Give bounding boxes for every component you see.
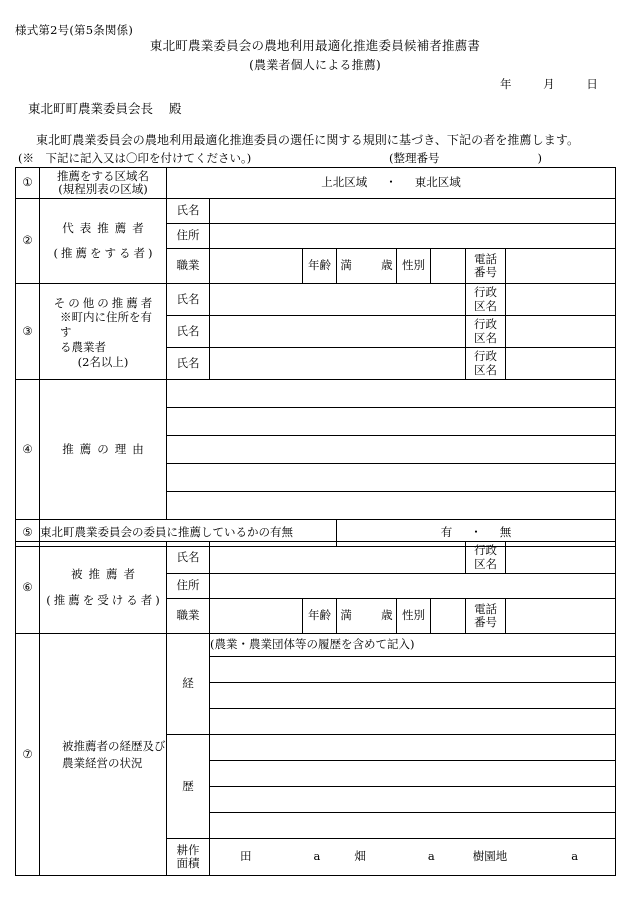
section2-age-suffix: 歳 bbox=[381, 258, 393, 273]
table-row-nominee-name bbox=[16, 542, 616, 574]
section4-input-line-4[interactable] bbox=[167, 464, 616, 492]
section7-career-note: (農業・農業団体等の履歴を含めて記入) bbox=[210, 634, 616, 657]
section6-gender-label: 性別 bbox=[397, 599, 431, 634]
section7-label bbox=[40, 634, 167, 876]
section3-name-input-3[interactable] bbox=[210, 348, 466, 380]
reference-number-close: ) bbox=[537, 151, 542, 165]
section1-index: ① bbox=[16, 168, 40, 199]
section2-label-line1: 代表推薦者 bbox=[62, 220, 150, 235]
reference-number bbox=[389, 150, 542, 166]
section3-label-line1: その他の推薦者 bbox=[53, 295, 156, 310]
section2-occupation-input[interactable] bbox=[210, 249, 303, 284]
table-row-career-note bbox=[16, 634, 616, 657]
section6-age-input[interactable] bbox=[337, 599, 397, 634]
page-title: 東北町農業委員会の農地利用最適化推進委員候補者推薦書 bbox=[149, 38, 481, 53]
section5-index: ⑤ bbox=[16, 520, 40, 547]
section5-option-yes[interactable]: 有 bbox=[440, 525, 453, 540]
section3-district-label-2-line1: 行政 bbox=[474, 317, 497, 332]
section7-career-input-7[interactable] bbox=[210, 813, 616, 839]
addressee-name: 東北町町農業委員会長 bbox=[28, 101, 154, 116]
section3-name-label-2: 氏名 bbox=[167, 316, 210, 348]
section2-occupation-label: 職業 bbox=[167, 249, 210, 284]
section7-career-label-line2: 歴 bbox=[182, 778, 194, 793]
section2-age-label: 年齢 bbox=[303, 249, 337, 284]
section7-career-label-upper bbox=[167, 634, 210, 735]
section2-address-label: 住所 bbox=[167, 224, 210, 249]
section6-label bbox=[40, 542, 167, 634]
section2-index: ② bbox=[16, 199, 40, 284]
section7-career-input-2[interactable] bbox=[210, 683, 616, 709]
section7-label-line1: 被推薦者の経歴及び bbox=[62, 738, 166, 753]
acreage-field2-label: 畑 bbox=[354, 849, 366, 864]
section3-district-label-1-line1: 行政 bbox=[474, 285, 497, 300]
intro-text: 東北町農業委員会の農地利用最適化推進委員の選任に関する規則に基づき、下記の者を推薦します。 bbox=[36, 133, 580, 147]
form-number: 様式第2号(第5条関係) bbox=[15, 23, 134, 37]
page-subtitle: (農業者個人による推薦) bbox=[249, 58, 381, 72]
date-day-label: 日 bbox=[586, 77, 598, 91]
section2-gender-label: 性別 bbox=[397, 249, 431, 284]
section1-label-line1: 推薦をする区域名 bbox=[57, 168, 149, 183]
section7-career-label-line1: 経 bbox=[182, 676, 194, 691]
section6-label-line1: 被推薦者 bbox=[71, 567, 141, 582]
section6-occupation-label: 職業 bbox=[167, 599, 210, 634]
section6-phone-input[interactable] bbox=[506, 599, 616, 634]
section3-name-label-1: 氏名 bbox=[167, 284, 210, 316]
section2-age-prefix: 満 bbox=[340, 258, 352, 273]
section2-phone-input[interactable] bbox=[506, 249, 616, 284]
section6-address-input[interactable] bbox=[210, 574, 616, 599]
section6-gender-input[interactable] bbox=[431, 599, 466, 634]
section3-label-line4: (2名以上) bbox=[77, 354, 129, 369]
acreage-field3-unit[interactable]: a bbox=[571, 849, 579, 864]
section3-district-label-3-line1: 行政 bbox=[474, 349, 497, 364]
table-row-other-1 bbox=[16, 284, 616, 316]
section2-label bbox=[40, 199, 167, 284]
section7-career-input-6[interactable] bbox=[210, 787, 616, 813]
section6-label-line2: (推薦を受ける者) bbox=[46, 592, 163, 607]
table-row-rep-name bbox=[16, 199, 616, 224]
section3-name-input-1[interactable] bbox=[210, 284, 466, 316]
section7-index: ⑦ bbox=[16, 634, 40, 876]
section3-name-input-2[interactable] bbox=[210, 316, 466, 348]
section7-label-line2: 農業経営の状況 bbox=[62, 755, 143, 770]
section3-name-label-3: 氏名 bbox=[167, 348, 210, 380]
section3-district-label-3-line2: 区名 bbox=[474, 362, 497, 377]
section6-phone-label bbox=[466, 599, 506, 634]
section3-index: ③ bbox=[16, 284, 40, 380]
section7-acreage-label-line2: 面積 bbox=[176, 856, 200, 870]
section7-career-input-3[interactable] bbox=[210, 709, 616, 735]
section7-career-input-1[interactable] bbox=[210, 657, 616, 683]
acreage-field2-unit[interactable]: a bbox=[427, 849, 435, 864]
section2-name-input[interactable] bbox=[210, 199, 616, 224]
instruction-note: (※ 下記に記入又は〇印を付けてください。) bbox=[18, 151, 252, 165]
section4-index: ④ bbox=[16, 380, 40, 520]
section3-district-label-2-line2: 区名 bbox=[474, 330, 497, 345]
section6-phone-label-line1: 電話 bbox=[474, 601, 498, 616]
section3-district-label-1 bbox=[466, 284, 506, 316]
section6-name-label: 氏名 bbox=[167, 542, 210, 574]
section4-input-line-3[interactable] bbox=[167, 436, 616, 464]
acreage-field1-unit[interactable]: a bbox=[313, 849, 321, 864]
section7-career-input-4[interactable] bbox=[210, 735, 616, 761]
section6-district-input[interactable] bbox=[506, 542, 616, 574]
section6-district-label bbox=[466, 542, 506, 574]
section2-label-line2: (推薦をする者) bbox=[53, 246, 156, 260]
section4-input-line-2[interactable] bbox=[167, 408, 616, 436]
section6-age-suffix: 歳 bbox=[381, 608, 393, 623]
section4-label-text: 推薦の理由 bbox=[62, 441, 150, 456]
section7-career-input-5[interactable] bbox=[210, 761, 616, 787]
table-lower bbox=[15, 541, 616, 876]
section6-district-label-line2: 区名 bbox=[474, 556, 498, 571]
section5-option-no[interactable]: 無 bbox=[499, 525, 512, 540]
date-year-label: 年 bbox=[500, 77, 512, 91]
section2-phone-label bbox=[466, 249, 506, 284]
section3-label bbox=[40, 284, 167, 380]
section3-label-line3: る農業者 bbox=[60, 339, 106, 354]
date-month-label: 月 bbox=[543, 77, 555, 91]
section1-separator: ・ bbox=[385, 175, 397, 190]
section7-acreage-label bbox=[167, 839, 210, 876]
table-upper bbox=[15, 167, 616, 547]
reference-number-label: (整理番号 bbox=[389, 151, 440, 165]
section3-district-label-1-line2: 区名 bbox=[474, 298, 497, 313]
date-line bbox=[500, 76, 598, 92]
section3-district-label-3 bbox=[466, 348, 506, 380]
section2-age-input[interactable] bbox=[337, 249, 397, 284]
section6-address-label: 住所 bbox=[167, 574, 210, 599]
section4-input-line-5[interactable] bbox=[167, 492, 616, 520]
section6-occupation-input[interactable] bbox=[210, 599, 303, 634]
section6-age-label: 年齢 bbox=[303, 599, 337, 634]
section6-index: ⑥ bbox=[16, 542, 40, 634]
section7-acreage-row bbox=[210, 839, 616, 876]
section1-options bbox=[167, 168, 616, 199]
section6-district-label-line1: 行政 bbox=[474, 543, 498, 558]
section3-district-input-1[interactable] bbox=[506, 284, 616, 316]
section6-age-prefix: 満 bbox=[340, 608, 352, 623]
addressee bbox=[28, 99, 182, 117]
acreage-field3-label: 樹園地 bbox=[472, 849, 508, 864]
section1-label bbox=[40, 168, 167, 199]
section2-phone-label-line2: 番号 bbox=[474, 265, 497, 279]
section2-phone-label-line1: 電話 bbox=[474, 251, 497, 266]
section7-acreage-label-line1: 耕作 bbox=[176, 842, 200, 857]
section2-gender-input[interactable] bbox=[431, 249, 466, 284]
section4-input-line-1[interactable] bbox=[167, 380, 616, 408]
section5-label: 東北町農業委員会の委員に推薦しているかの有無 bbox=[40, 520, 337, 547]
section2-address-input[interactable] bbox=[210, 224, 616, 249]
section6-name-input[interactable] bbox=[210, 542, 466, 574]
section3-district-input-2[interactable] bbox=[506, 316, 616, 348]
section6-phone-label-line2: 番号 bbox=[474, 615, 498, 629]
acreage-field1-label: 田 bbox=[240, 849, 252, 864]
section3-district-label-2 bbox=[466, 316, 506, 348]
section3-district-input-3[interactable] bbox=[506, 348, 616, 380]
section1-option-tohoku[interactable]: 東北区域 bbox=[414, 175, 461, 190]
section1-label-line2: (規程別表の区域) bbox=[58, 182, 148, 196]
section4-label bbox=[40, 380, 167, 520]
section3-label-line2: ※町内に住所を有す bbox=[60, 309, 152, 339]
section5-separator: ・ bbox=[470, 525, 482, 540]
section7-career-label-lower bbox=[167, 735, 210, 839]
addressee-honorific: 殿 bbox=[169, 101, 182, 116]
section2-name-label: 氏名 bbox=[167, 199, 210, 224]
section1-option-kamikita[interactable]: 上北区域 bbox=[321, 175, 368, 190]
table-row-reason-1 bbox=[16, 380, 616, 408]
